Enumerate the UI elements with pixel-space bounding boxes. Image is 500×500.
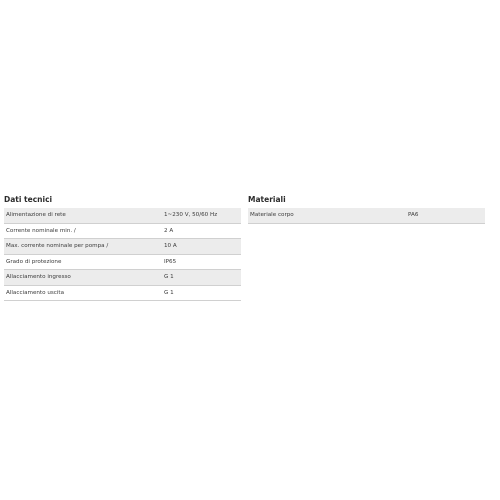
row-label: Max. corrente nominale per pompa / (4, 239, 162, 255)
row-label: Corrente nominale min. / (4, 223, 162, 239)
row-value: PA6 (406, 208, 485, 223)
row-label: Allacciamento uscita (4, 285, 162, 301)
technical-data-title: Dati tecnici (4, 195, 53, 204)
row-value: IP65 (162, 254, 241, 270)
row-value: G 1 (162, 285, 241, 301)
row-label: Materiale corpo (248, 208, 406, 223)
table-row (4, 223, 241, 239)
materials-section (248, 194, 485, 224)
table-row (4, 285, 241, 301)
table-row (248, 208, 485, 223)
row-value: 2 A (162, 223, 241, 239)
technical-data-table (4, 208, 241, 301)
row-value: 10 A (162, 239, 241, 255)
table-row (4, 208, 241, 223)
table-row (4, 239, 241, 255)
row-label: Grado di protezione (4, 254, 162, 270)
row-value: 1~230 V, 50/60 Hz (162, 208, 241, 223)
row-label: Allacciamento ingresso (4, 270, 162, 286)
technical-data-section (4, 194, 241, 301)
materials-table (248, 208, 485, 224)
row-value: G 1 (162, 270, 241, 286)
materials-title: Materiali (248, 195, 286, 204)
table-row (4, 270, 241, 286)
table-row (4, 254, 241, 270)
row-label: Alimentazione di rete (4, 208, 162, 223)
